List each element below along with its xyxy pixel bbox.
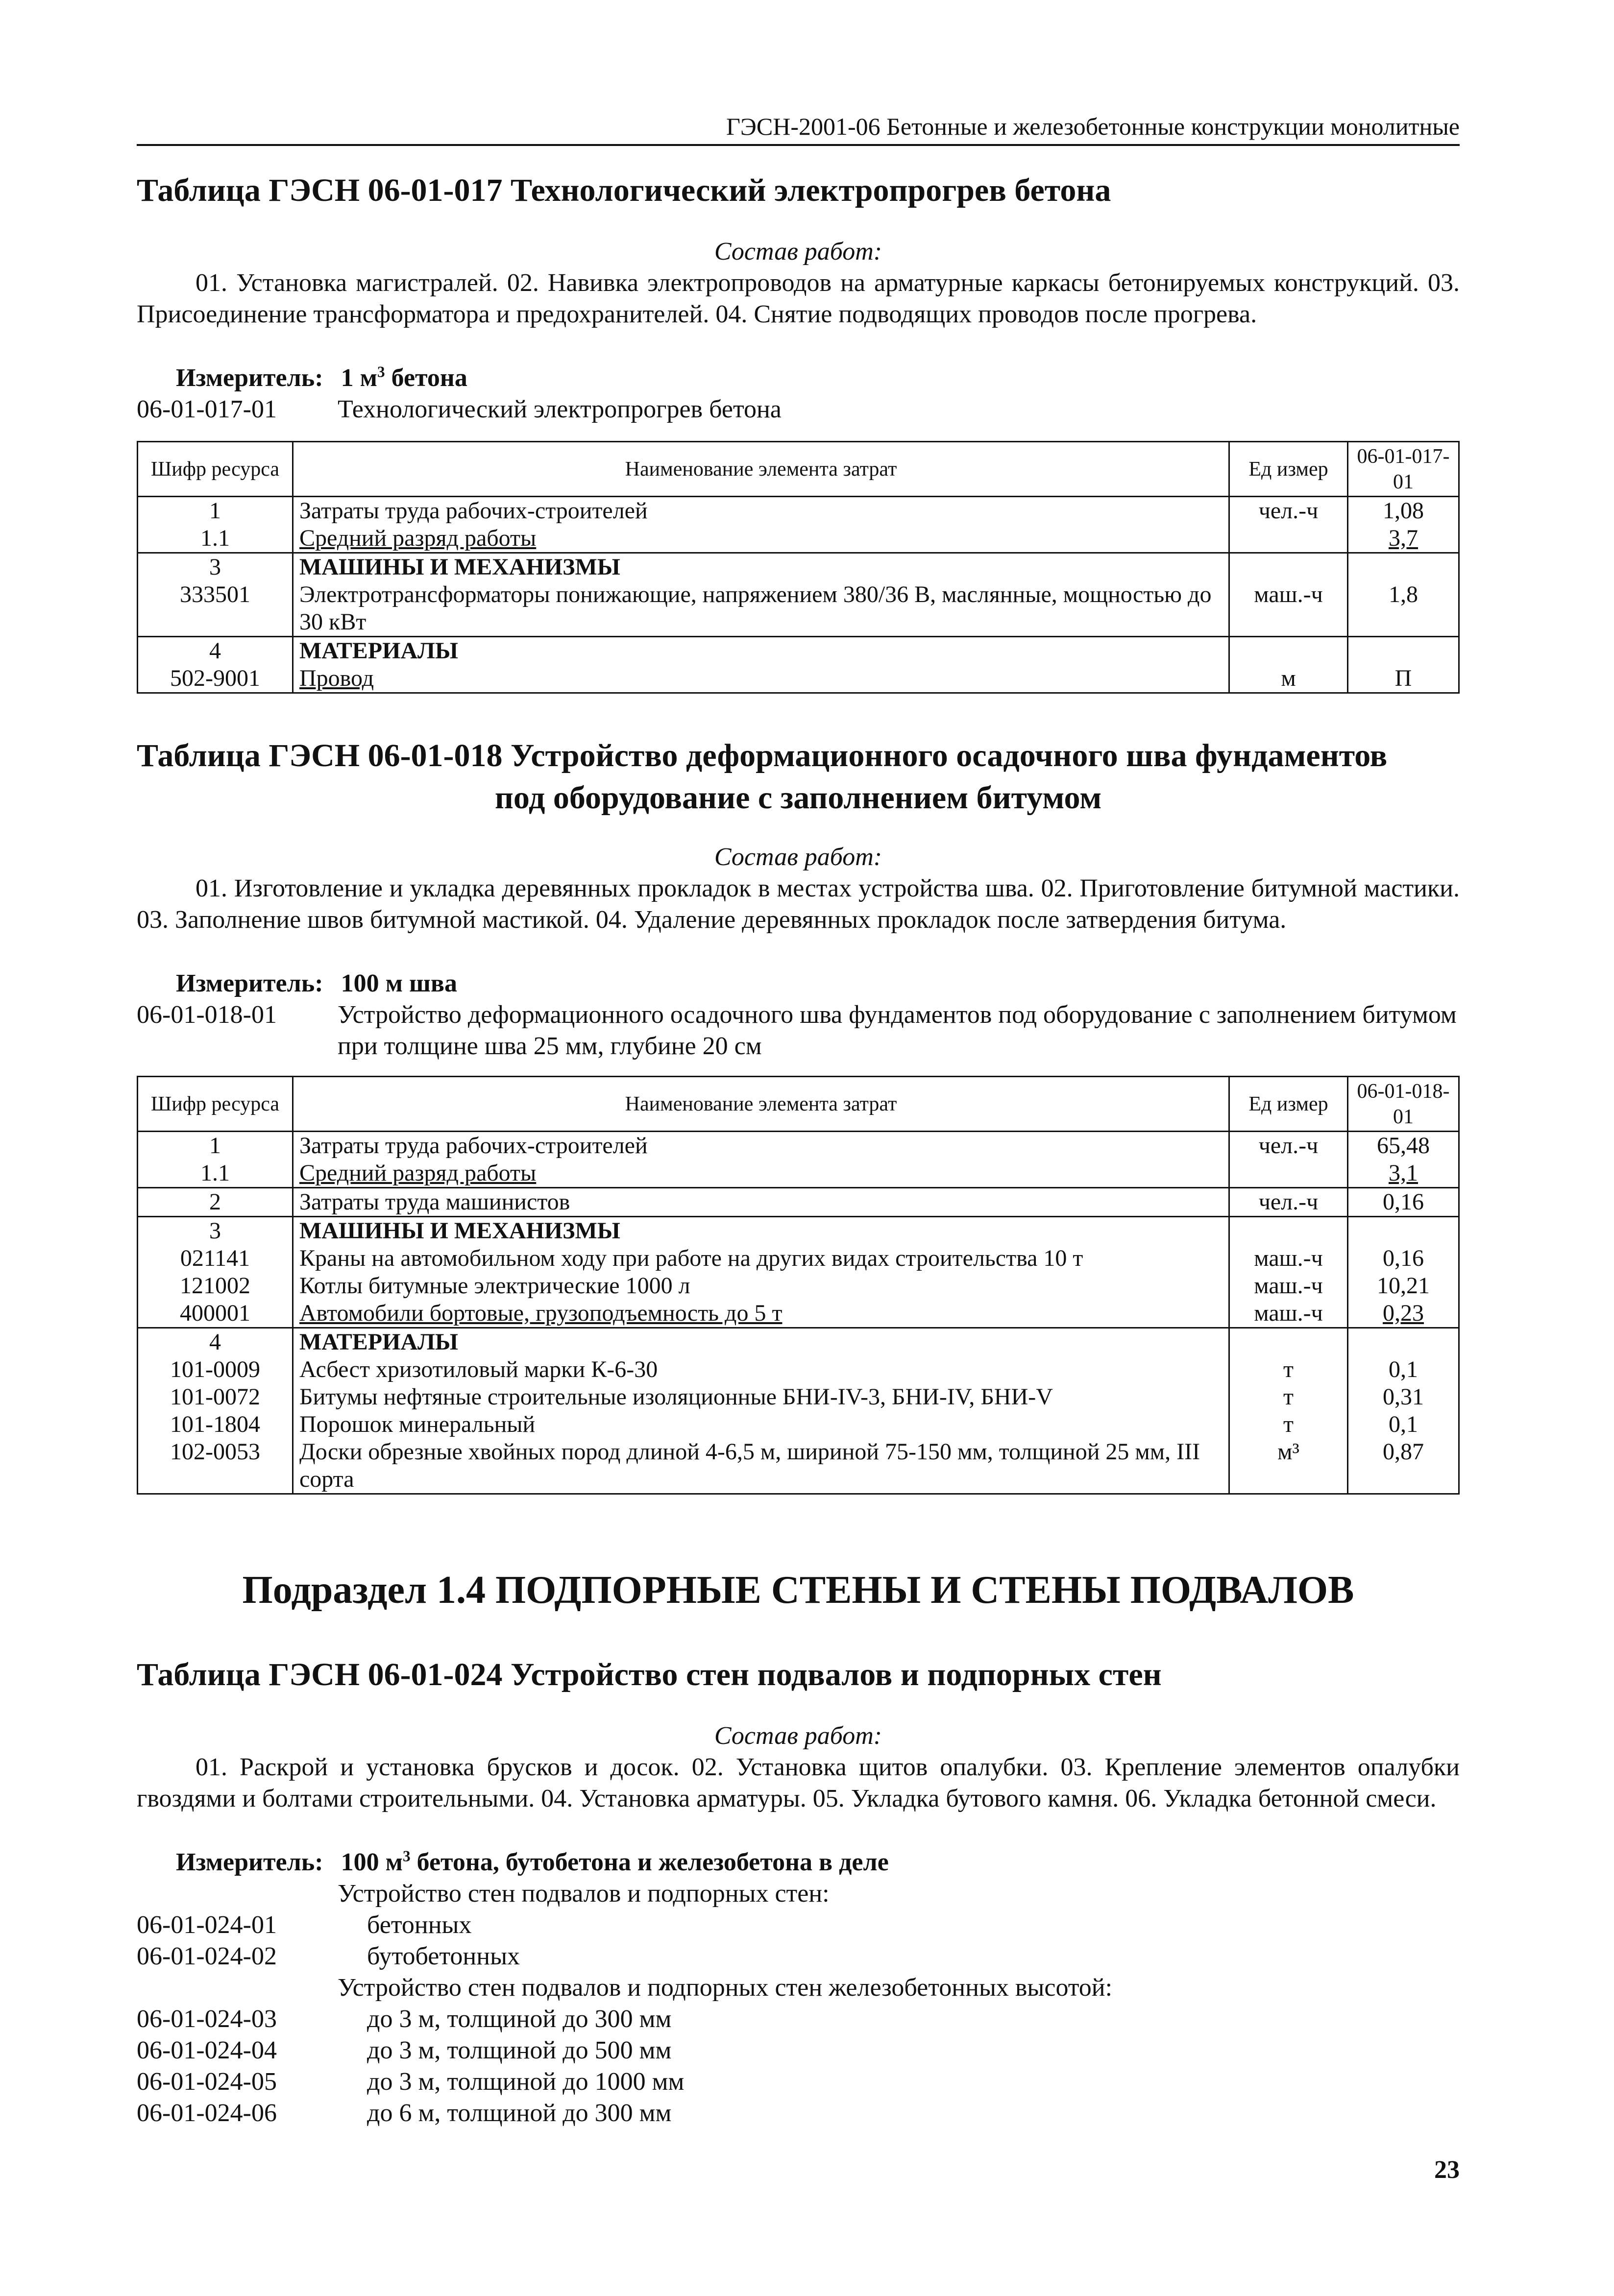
measure-line [176, 968, 457, 999]
cell-cost-element: МАШИНЫ И МЕХАНИЗМЫ [293, 553, 1229, 581]
cell-resource-code: 4 [138, 1328, 293, 1356]
col-header-code: Шифр ресурса [138, 442, 293, 497]
text-span: бетона, бутобетона и железобетона в деле [410, 1848, 889, 1876]
measure-label: Измеритель: [176, 364, 323, 392]
table-row [138, 1160, 1459, 1188]
cell-cost-element: МАТЕРИАЛЫ [293, 637, 1229, 665]
work-composition-text: 01. Раскрой и установка брусков и досок. 02. Установка щитов опалубки. 03. Крепление элементов опалубки гвоздями и болтами строительными. 04. Установка арматуры. 05. Укладка бутового камня. 06. Укладка бетонной смеси. [137, 1753, 1460, 1813]
running-header: ГЭСН-2001-06 Бетонные и железобетонные конструкции монолитные [137, 111, 1460, 146]
cell-unit: маш.-ч [1229, 1272, 1348, 1300]
cell-unit [1229, 1160, 1348, 1188]
cell-norm-value: 0,1 [1348, 1356, 1459, 1383]
table-row-group-header [138, 1217, 1459, 1245]
cell-resource-code: 502-9001 [138, 665, 293, 693]
cell-norm-value: 10,21 [1348, 1272, 1459, 1300]
cell-unit: чел.-ч [1229, 1132, 1348, 1160]
table-row [138, 1411, 1459, 1438]
text-span: Устройство стен подвалов и подпорных стен: [338, 1880, 830, 1908]
cell-resource-code: 4 [138, 637, 293, 665]
cell-norm-value [1348, 1328, 1459, 1356]
cell-unit: маш.-ч [1229, 1245, 1348, 1272]
norm-description: до 6 м, толщиной до 300 мм [367, 2099, 672, 2127]
table-row-group-header [138, 553, 1459, 581]
table-row [138, 1188, 1459, 1217]
cell-unit [1229, 1217, 1348, 1245]
table-row-group-header [138, 1328, 1459, 1356]
cell-cost-element: Порошок минеральный [293, 1411, 1229, 1438]
text-span: 3 [377, 363, 385, 381]
table-title-024: Таблица ГЭСН 06-01-024 Устройство стен подвалов и подпорных стен [137, 1657, 1162, 1692]
col-header-unit: Ед измер [1229, 1077, 1348, 1132]
cell-resource-code: 1 [138, 497, 293, 525]
measure-line [176, 1847, 889, 1878]
cell-norm-value: 3,7 [1348, 525, 1459, 553]
work-composition-caption: Состав работ: [714, 1722, 882, 1750]
cell-norm-value [1348, 553, 1459, 581]
cell-unit: м [1229, 665, 1348, 693]
table-row [138, 1300, 1459, 1328]
cell-cost-element: Доски обрезные хвойных пород длиной 4-6,5 м, шириной 75-150 мм, толщиной 25 мм, III сорта [293, 1438, 1229, 1494]
norm-code: 06-01-017-01 [137, 395, 277, 423]
cell-norm-value [1348, 637, 1459, 665]
table-row [138, 1132, 1459, 1160]
cell-cost-element: Электротрансформаторы понижающие, напряжением 380/36 В, маслянные, мощностью до 30 кВт [293, 581, 1229, 637]
table-row [138, 1245, 1459, 1272]
cell-norm-value: 1,08 [1348, 497, 1459, 525]
cell-resource-code: 102-0053 [138, 1438, 293, 1494]
text-span: 100 м [341, 1848, 403, 1876]
col-header-name: Наименование элемента затрат [293, 442, 1229, 497]
col-header-norm: 06-01-018-01 [1348, 1077, 1459, 1132]
norm-description: Устройство деформационного осадочного шва фундаментов под оборудование с заполнением битумом при толщине шва 25 мм, глубине 20 см [338, 1001, 1457, 1060]
cell-norm-value [1348, 1217, 1459, 1245]
norm-description: Технологический электропрогрев бетона [338, 395, 782, 423]
cell-resource-code: 101-1804 [138, 1411, 293, 1438]
cell-unit: чел.-ч [1229, 497, 1348, 525]
cell-resource-code: 1.1 [138, 1160, 293, 1188]
page-number: 23 [1434, 2156, 1460, 2184]
cell-cost-element: Средний разряд работы [293, 525, 1229, 553]
cell-cost-element: МАШИНЫ И МЕХАНИЗМЫ [293, 1217, 1229, 1245]
table-row [138, 497, 1459, 525]
cell-unit: м³ [1229, 1438, 1348, 1494]
subsection-title: Подраздел 1.4 ПОДПОРНЫЕ СТЕНЫ И СТЕНЫ ПОДВАЛОВ [242, 1569, 1354, 1612]
cell-unit: маш.-ч [1229, 581, 1348, 637]
cell-norm-value: 0,31 [1348, 1383, 1459, 1411]
cell-cost-element: Битумы нефтяные строительные изоляционные БНИ-IV-3, БНИ-IV, БНИ-V [293, 1383, 1229, 1411]
table-row [138, 1383, 1459, 1411]
cell-resource-code: 101-0072 [138, 1383, 293, 1411]
cell-cost-element: Провод [293, 665, 1229, 693]
table-row [138, 525, 1459, 553]
cell-norm-value: 0,87 [1348, 1438, 1459, 1494]
cell-unit [1229, 525, 1348, 553]
work-composition-caption: Состав работ: [714, 843, 882, 871]
cell-cost-element: Автомобили бортовые, грузоподъемность до 5 т [293, 1300, 1229, 1328]
cell-norm-value: 0,16 [1348, 1188, 1459, 1217]
cell-unit: т [1229, 1356, 1348, 1383]
cell-resource-code: 333501 [138, 581, 293, 637]
table-row [138, 581, 1459, 637]
cell-cost-element: Краны на автомобильном ходу при работе на других видах строительства 10 т [293, 1245, 1229, 1272]
work-composition-text: 01. Изготовление и укладка деревянных прокладок в местах устройства шва. 02. Приготовление битумной мастики. 03. Заполнение швов битумной мастикой. 04. Удаление деревянных прокладок после затвердения битума. [137, 874, 1460, 934]
norm-code: 06-01-024-02 [137, 1942, 277, 1970]
work-composition-text: 01. Установка магистралей. 02. Навивка электропроводов на арматурные каркасы бетонируемых конструкций. 03. Присоединение трансформатора и предохранителей. 04. Снятие подводящих проводов после прогрева. [137, 269, 1460, 328]
table-row [138, 1272, 1459, 1300]
measure-label: Измеритель: [176, 969, 323, 997]
cell-resource-code: 3 [138, 553, 293, 581]
cell-unit: т [1229, 1383, 1348, 1411]
cell-norm-value: П [1348, 665, 1459, 693]
text-span: Устройство стен подвалов и подпорных стен железобетонных высотой: [338, 1974, 1113, 2002]
cell-cost-element: Средний разряд работы [293, 1160, 1229, 1188]
table-title-018 [137, 735, 1460, 819]
cell-norm-value: 1,8 [1348, 581, 1459, 637]
cell-unit: т [1229, 1411, 1348, 1438]
norm-code: 06-01-024-06 [137, 2099, 277, 2127]
cell-resource-code: 3 [138, 1217, 293, 1245]
norm-code: 06-01-024-03 [137, 2005, 277, 2033]
norm-code: 06-01-024-04 [137, 2036, 277, 2064]
table-title-line2: под оборудование с заполнением битумом [494, 780, 1102, 816]
norm-code: 06-01-018-01 [137, 1001, 277, 1029]
norm-description: бутобетонных [367, 1942, 520, 1970]
norm-description: до 3 м, толщиной до 1000 мм [367, 2068, 685, 2096]
cell-resource-code: 400001 [138, 1300, 293, 1328]
norm-description: до 3 м, толщиной до 300 мм [367, 2005, 672, 2033]
text-span: 1 м [341, 364, 378, 392]
text-span: 3 [403, 1847, 411, 1865]
norm-code: 06-01-024-05 [137, 2068, 277, 2096]
cell-resource-code: 1.1 [138, 525, 293, 553]
cell-resource-code: 021141 [138, 1245, 293, 1272]
cell-unit [1229, 553, 1348, 581]
cell-resource-code: 101-0009 [138, 1356, 293, 1383]
measure-line [176, 363, 467, 394]
cell-cost-element: Затраты труда машинистов [293, 1188, 1229, 1217]
measure-value: 100 м шва [341, 969, 458, 997]
cell-resource-code: 1 [138, 1132, 293, 1160]
table-row [138, 1438, 1459, 1494]
cell-cost-element: Затраты труда рабочих-строителей [293, 1132, 1229, 1160]
cost-table-017 [137, 441, 1460, 694]
cell-norm-value: 0,23 [1348, 1300, 1459, 1328]
cell-norm-value: 0,16 [1348, 1245, 1459, 1272]
norm-description: до 3 м, толщиной до 500 мм [367, 2036, 672, 2064]
text-span: бетона [385, 364, 467, 392]
table-row-group-header [138, 637, 1459, 665]
cell-norm-value: 65,48 [1348, 1132, 1459, 1160]
cell-resource-code: 2 [138, 1188, 293, 1217]
cell-cost-element: Асбест хризотиловый марки К-6-30 [293, 1356, 1229, 1383]
cell-norm-value: 0,1 [1348, 1411, 1459, 1438]
cell-unit: чел.-ч [1229, 1188, 1348, 1217]
measure-value [341, 1848, 889, 1876]
cell-resource-code: 121002 [138, 1272, 293, 1300]
cost-table-018 [137, 1076, 1460, 1495]
cell-norm-value: 3,1 [1348, 1160, 1459, 1188]
cell-unit [1229, 1328, 1348, 1356]
measure-label: Измеритель: [176, 1848, 323, 1876]
norm-item [137, 999, 1460, 1062]
cell-cost-element: МАТЕРИАЛЫ [293, 1328, 1229, 1356]
col-header-unit: Ед измер [1229, 442, 1348, 497]
cell-unit: маш.-ч [1229, 1300, 1348, 1328]
measure-value [341, 364, 467, 392]
table-row [138, 665, 1459, 693]
table-title-line1: Таблица ГЭСН 06-01-018 Устройство деформационного осадочного шва фундаментов [137, 738, 1388, 773]
col-header-name: Наименование элемента затрат [293, 1077, 1229, 1132]
cell-unit [1229, 637, 1348, 665]
col-header-norm: 06-01-017-01 [1348, 442, 1459, 497]
norm-code: 06-01-024-01 [137, 1911, 277, 1939]
cell-cost-element: Затраты труда рабочих-строителей [293, 497, 1229, 525]
norm-description: бетонных [367, 1911, 472, 1939]
table-row [138, 1356, 1459, 1383]
cell-cost-element: Котлы битумные электрические 1000 л [293, 1272, 1229, 1300]
work-composition-caption: Состав работ: [714, 238, 882, 266]
table-title-017: Таблица ГЭСН 06-01-017 Технологический электропрогрев бетона [137, 172, 1111, 208]
col-header-code: Шифр ресурса [138, 1077, 293, 1132]
